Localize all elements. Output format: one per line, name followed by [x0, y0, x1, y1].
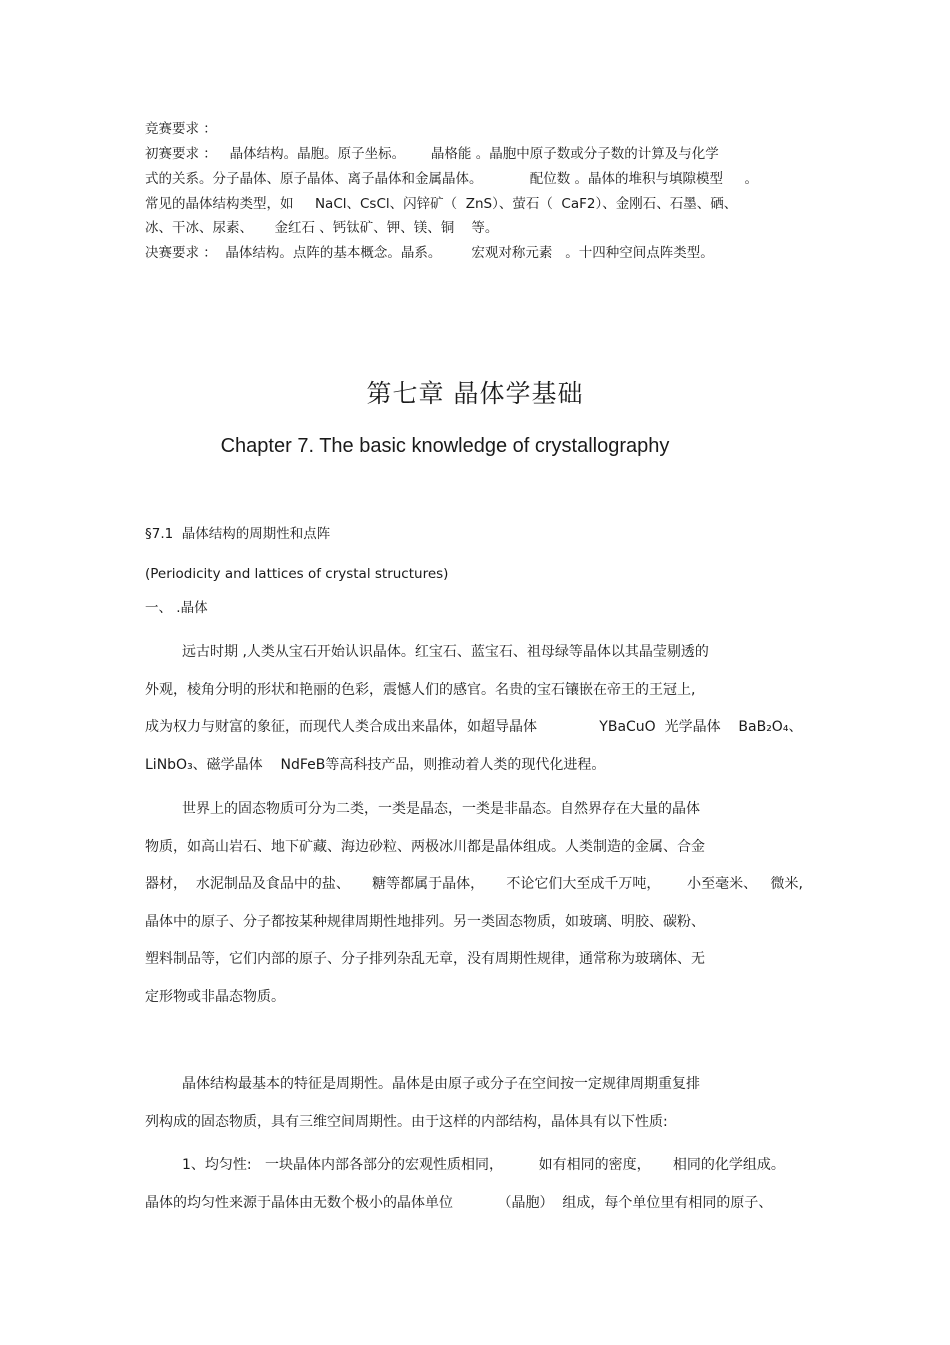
subsection-title: 一、 .晶体: [145, 600, 208, 616]
paragraph-line: 列构成的固态物质，具有三维空间周期性。由于这样的内部结构，晶体具有以下性质:: [145, 1114, 668, 1130]
paragraph-line: 远古时期 ,人类从宝石开始认识晶体。红宝石、蓝宝石、祖母绿等晶体以其晶莹剔透的: [182, 644, 709, 660]
paragraph-line: 1、均匀性: 一块晶体内部各部分的宏观性质相同， 如有相同的密度， 相同的化学组成。: [182, 1157, 785, 1173]
requirements-line: 式的关系。分子晶体、原子晶体、离子晶体和金属晶体。 配位数 。晶体的堆积与填隙模型 。: [145, 171, 758, 187]
chapter-title-cn: 第七章 晶体学基础: [366, 379, 584, 408]
section-title: §7.1 晶体结构的周期性和点阵: [145, 526, 331, 542]
paragraph-line: 成为权力与财富的象征，而现代人类合成出来晶体，如超导晶体 YBaCuO 光学晶体 BaB₂O₄、: [145, 719, 803, 735]
paragraph-line: 外观，棱角分明的形状和艳丽的色彩，震憾人们的感官。名贵的宝石镶嵌在帝王的王冠上,: [145, 682, 696, 698]
paragraph-line: LiNbO₃、磁学晶体 NdFeB等高科技产品，则推动着人类的现代化进程。: [145, 757, 606, 773]
paragraph-line: 物质，如高山岩石、地下矿藏、海边砂粒、两极冰川都是晶体组成。人类制造的金属、合金: [145, 839, 705, 855]
paragraph-line: 塑料制品等，它们内部的原子、分子排列杂乱无章，没有周期性规律，通常称为玻璃体、无: [145, 951, 705, 967]
requirements-line: 决赛要求 ： 晶体结构。点阵的基本概念。晶系。 宏观对称元素 。十四种空间点阵类型。: [145, 245, 714, 261]
chapter-title-en: Chapter 7. The basic knowledge of crystallography: [220, 435, 670, 457]
requirements-heading: 竞赛要求 ：: [145, 121, 217, 137]
requirements-line: 初赛要求 ： 晶体结构。晶胞。原子坐标。 晶格能 。晶胞中原子数或分子数的计算及与化学: [145, 146, 719, 162]
paragraph-line: 晶体的均匀性来源于晶体由无数个极小的晶体单位 （晶胞） 组成，每个单位里有相同的原子、: [145, 1195, 773, 1211]
section-title-en: (Periodicity and lattices of crystal structures): [145, 566, 449, 582]
paragraph-line: 晶体中的原子、分子都按某种规律周期性地排列。另一类固态物质，如玻璃、明胶、碳粉、: [145, 914, 705, 930]
requirements-line: 常见的晶体结构类型，如 NaCl、CsCl、闪锌矿（ ZnS）、萤石（ CaF2）、金刚石、石墨、硒、: [145, 196, 738, 212]
paragraph-line: 定形物或非晶态物质。: [145, 989, 285, 1005]
paragraph-line: 晶体结构最基本的特征是周期性。晶体是由原子或分子在空间按一定规律周期重复排: [182, 1076, 700, 1092]
paragraph-line: 世界上的固态物质可分为二类，一类是晶态，一类是非晶态。自然界存在大量的晶体: [182, 801, 700, 817]
requirements-line: 冰、干冰、尿素、 金红石 、钙钛矿、钾、镁、铜 等。: [145, 220, 499, 236]
paragraph-line: 器材， 水泥制品及食品中的盐、 糖等都属于晶体， 不论它们大至成千万吨， 小至毫米、 微米,: [145, 876, 803, 892]
